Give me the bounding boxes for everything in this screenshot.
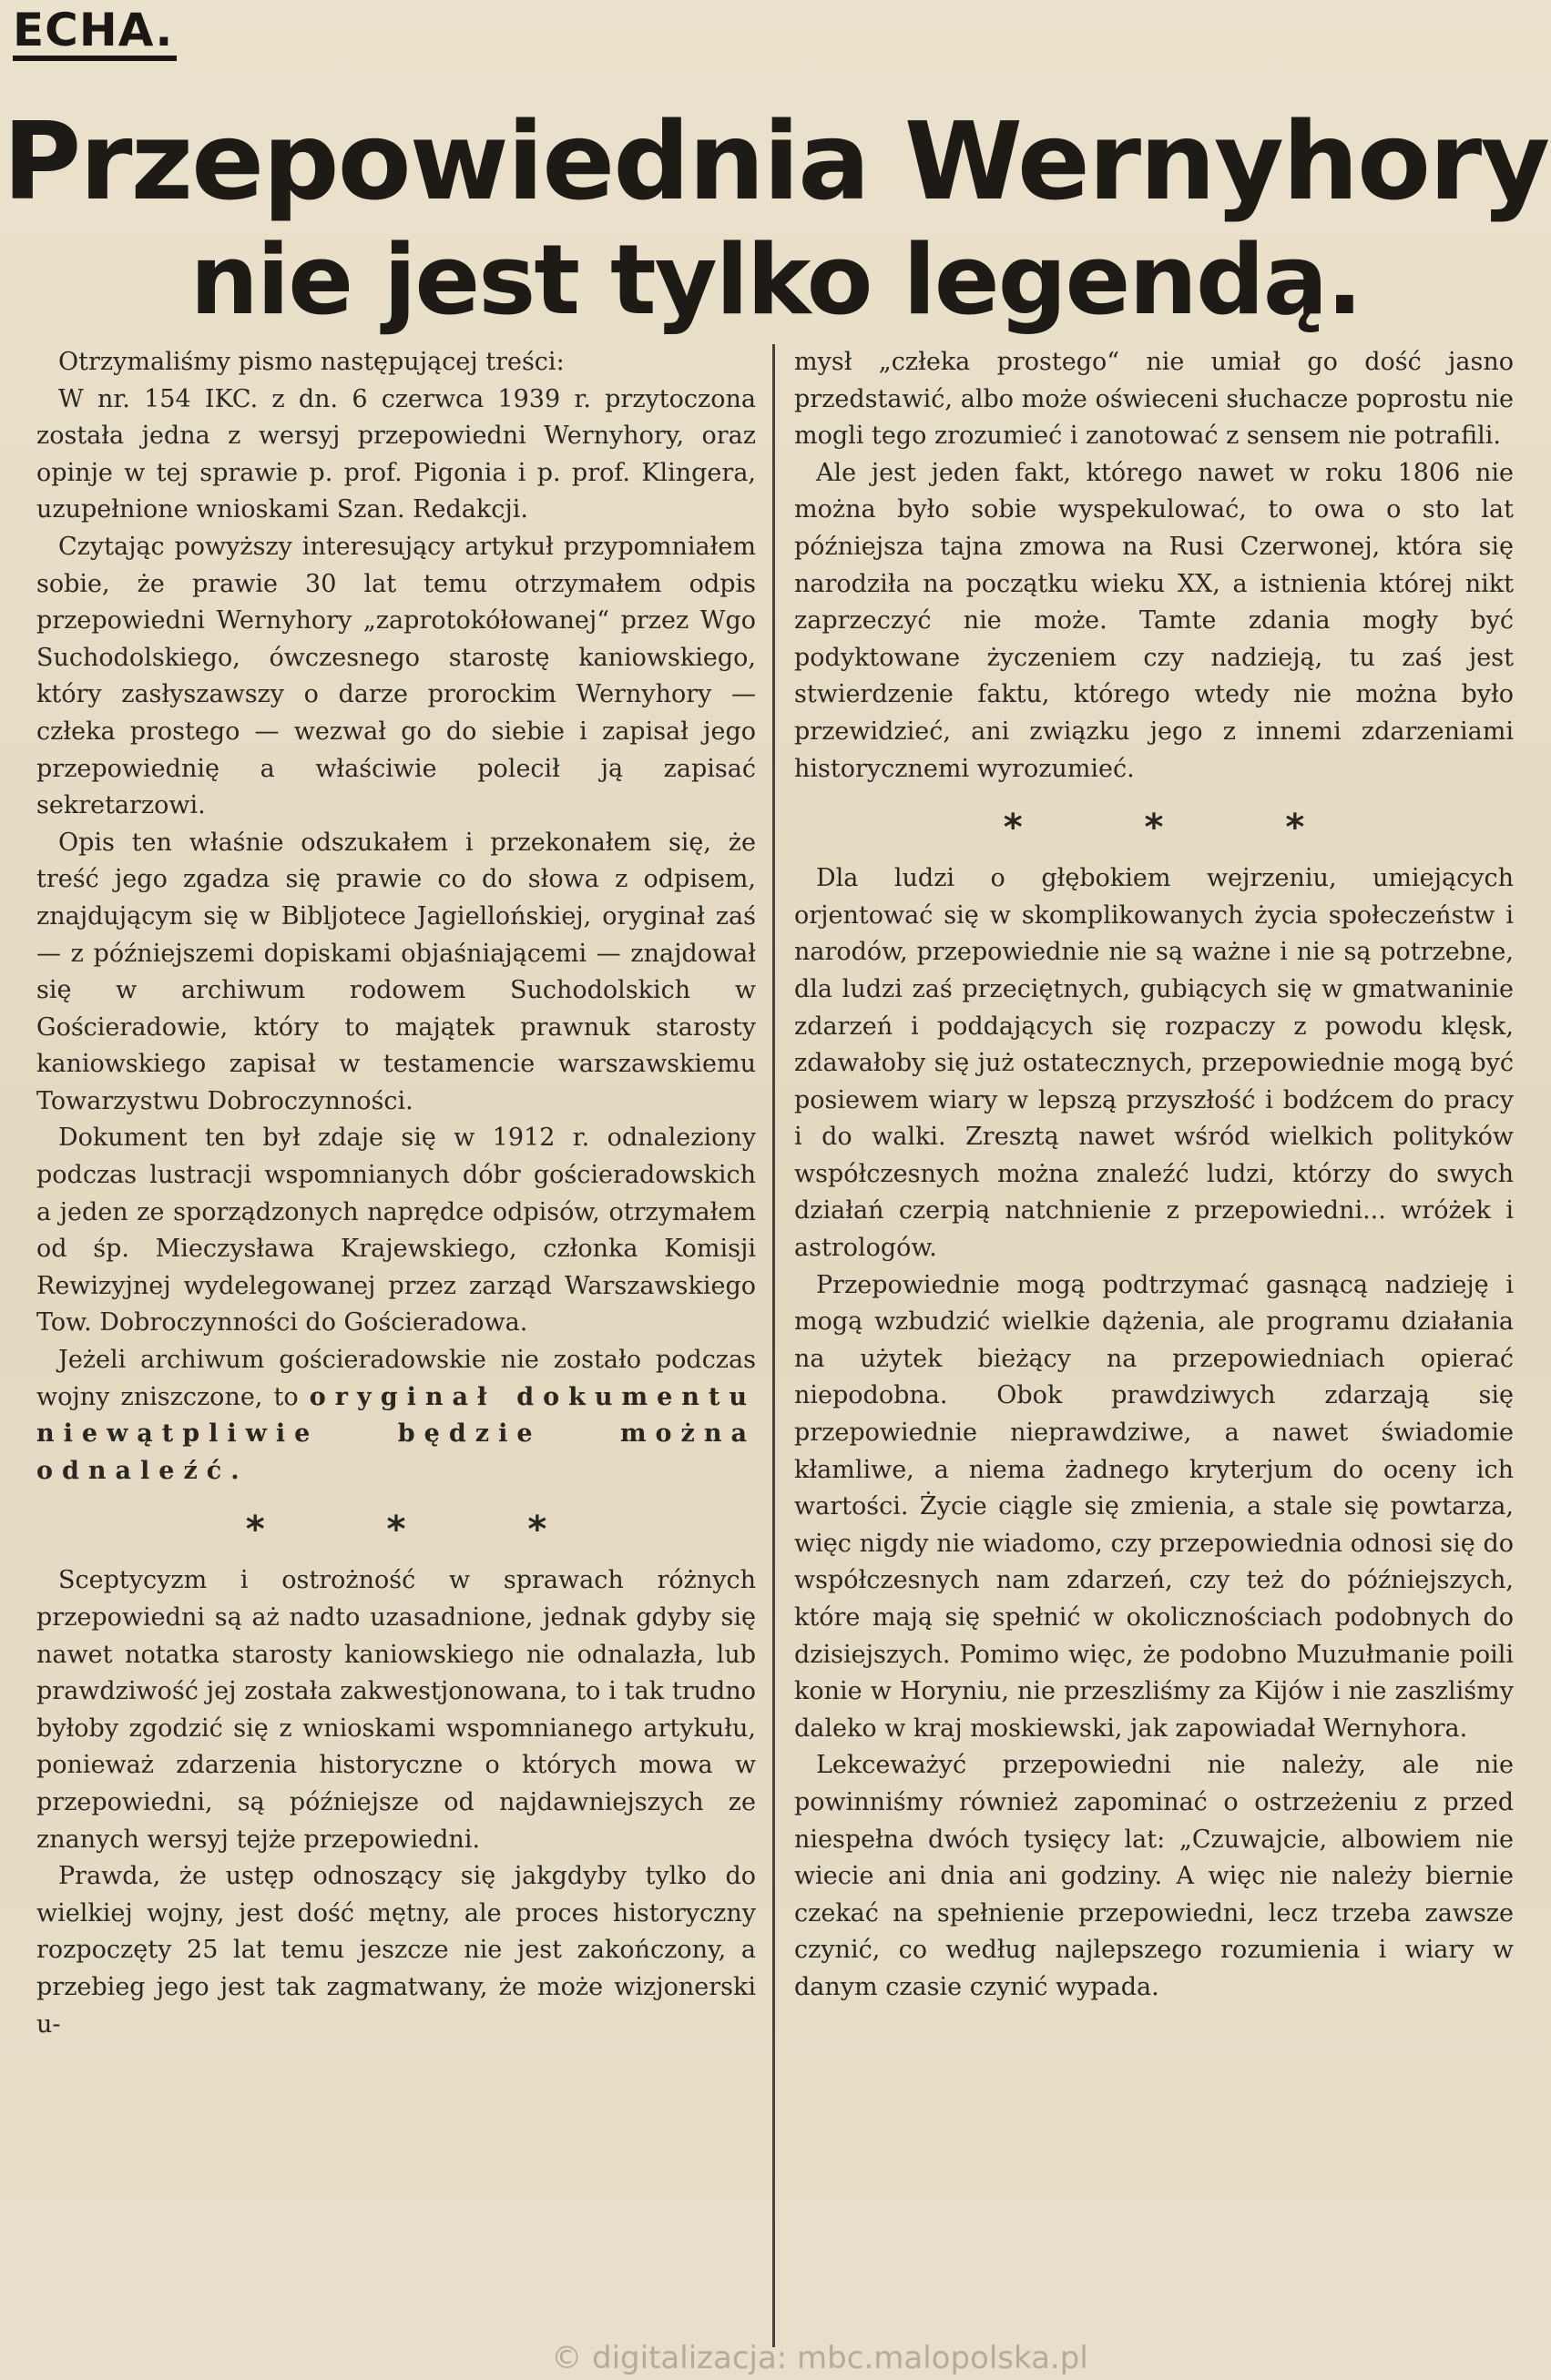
section-break-stars: * * * [245,1509,602,1551]
paragraph: Ale jest jeden fakt, którego nawet w roku 1806 nie można było sobie wyspekulować, to owa o sto lat późniejsza tajna zmowa na Rusi Czerwonej, która się narodziła na początku wieku XX, a istnienia której nikt zaprzeczyć nie może. Tamte zdania mogły być podyktowane życzeniem czy nadzieją, tu zaś jest stwierdzenie faktu, którego wtedy nie można było przewidzieć, ani związku jego z innemi zdarzeniami historycznemi wyrozumieć. [794,458,1514,783]
column-divider [772,344,775,2347]
right-column [794,344,1514,2007]
spaced-emphasis: oryginał dokumentu niewątpliwie będzie można odnaleźć. [36,1382,756,1485]
paragraph: Lekceważyć przepowiedni nie należy, ale nie powinniśmy również zapominać o ostrzeżeniu z przed niespełna dwóch tysięcy lat: „Czuwajcie, albowiem nie wiecie ani dnia ani godziny. A więc nie należy biernie czekać na spełnienie przepowiedni, lecz trzeba zawsze czynić, co według najlepszego rozumienia i wiary w danym czasie czynić wypada. [794,1751,1514,2001]
paragraph: W nr. 154 IKC. z dn. 6 czerwca 1939 r. przytoczona została jedna z wersyj przepowiedni Wernyhory, oraz opinje w tej sprawie p. prof. Pigonia i p. prof. Klingera, uzupełnione wnioskami Szan. Redakcji. [36,384,756,524]
intro-paragraph: Otrzymaliśmy pismo następującej treści: [58,348,565,376]
paragraph: mysł „człeka prostego“ nie umiał go dość jasno przedstawić, albo może oświeceni słuchacze poprostu nie mogli tego zrozumieć i zanotować z sensem nie potrafili. [794,348,1514,451]
paragraph: Sceptycyzm i ostrożność w sprawach różnych przepowiedni są aż nadto uzasadnione, jednak gdyby się nawet notatka starosty kaniowskiego nie odnalazła, lub prawdziwość jej została zakwestjonowana, to i tak trudno byłoby zgodzić się z wnioskami wspomnianego artykułu, ponieważ zdarzenia historyczne o których mowa w przepowiedni, są późniejsze od najdawniejszych ze znanych wersyj tejże przepowiedni. [36,1566,756,1854]
headline-line-2: nie jest tylko legendą. [189,224,1362,336]
paragraph: Prawda, że ustęp odnoszący się jakgdyby tylko do wielkiej wojny, jest dość mętny, ale proces historyczny rozpoczęty 25 lat temu jeszcze nie jest zakończony, a przebieg jego jest tak zagmatwany, że może wizjonerski u- [36,1862,756,2039]
paragraph [36,1342,756,1490]
paragraph: Dla ludzi o głębokiem wejrzeniu, umiejących orjentować się w skomplikowanych życia społeczeństw i narodów, przepowiednie nie są ważne i nie są potrzebne, dla ludzi zaś przeciętnych, gubiących się w gmatwaninie zdarzeń i poddających się rozpaczy z powodu klęsk, zdawałoby się już ostatecznych, przepowiednie mogą być posiewem wiary w lepszą przyszłość i bodźcem do pracy i do walki. Zresztą nawet wśród wielkich polityków współczesnych można znaleźć ludzi, którzy do swych działań czerpią natchnienie z przepowiedni... wróżek i astrologów. [794,864,1514,1263]
paragraph-text: Jeżeli archiwum gościeradowskie nie zostało podczas wojny zniszczone, to [36,1346,756,1411]
digitization-watermark: © digitalizacja: mbc.malopolska.pl [551,2340,1088,2376]
section-break-stars: * * * [1003,807,1360,849]
left-column [36,344,756,2043]
section-label: ECHA. [13,5,177,61]
headline-line-1: Przepowiednia Wernyhory [2,98,1549,224]
paragraph: Czytając powyższy interesujący artykuł przypomniałem sobie, że prawie 30 lat temu otrzymałem odpis przepowiedni Wernyhory „zaprotokółowanej“ przez Wgo Suchodolskiego, ówczesnego starostę kaniowskiego, który zasłyszawszy o darze prorockim Wernyhory — człeka prostego — wezwał go do siebie i zapisał jego przepowiednię a właściwie polecił ją zapisać sekretarzowi. [36,532,756,820]
paragraph: Dokument ten był zdaje się w 1912 r. odnaleziony podczas lustracji wspomnianych dóbr gościeradowskich a jeden ze sporządzonych naprędce odpisów, otrzymałem od śp. Mieczysława Krajewskiego, członka Komisji Rewizyjnej wydelegowanej przez zarząd Warszawskiego Tow. Dobroczynności do Gościeradowa. [36,1124,756,1337]
paragraph: Opis ten właśnie odszukałem i przekonałem się, że treść jego zgadza się prawie co do słowa z odpisem, znajdującym się w Bibljotece Jagiellońskiej, oryginał zaś — z późniejszemi dopiskami objaśniającemi — znajdował się w archiwum rodowem Suchodolskich w Gościeradowie, który to majątek prawnuk starosty kaniowskiego zapisał w testamencie warszawskiemu Towarzystwu Dobroczynności. [36,828,756,1115]
paragraph: Przepowiednie mogą podtrzymać gasnącą nadzieję i mogą wzbudzić wielkie dążenia, ale programu działania na użytek bieżący na przepowiedniach opierać niepodobna. Obok prawdziwych zdarzają się przepowiednie nieprawdziwe, a nawet świadomie kłamliwe, a niema żadnego kryterjum do oceny ich wartości. Życie ciągle się zmienia, a stale się powtarza, więc nigdy nie wiadomo, czy przepowiednia odnosi się do współczesnych nam zdarzeń, czy też do późniejszych, które mają się spełnić w okolicznościach podobnych do dzisiejszych. Pomimo więc, że podobno Muzułmanie poili konie w Horyniu, nie przeszliśmy za Kijów i nie zaszliśmy daleko w kraj moskiewski, jak zapowiadał Wernyhora. [794,1270,1514,1743]
